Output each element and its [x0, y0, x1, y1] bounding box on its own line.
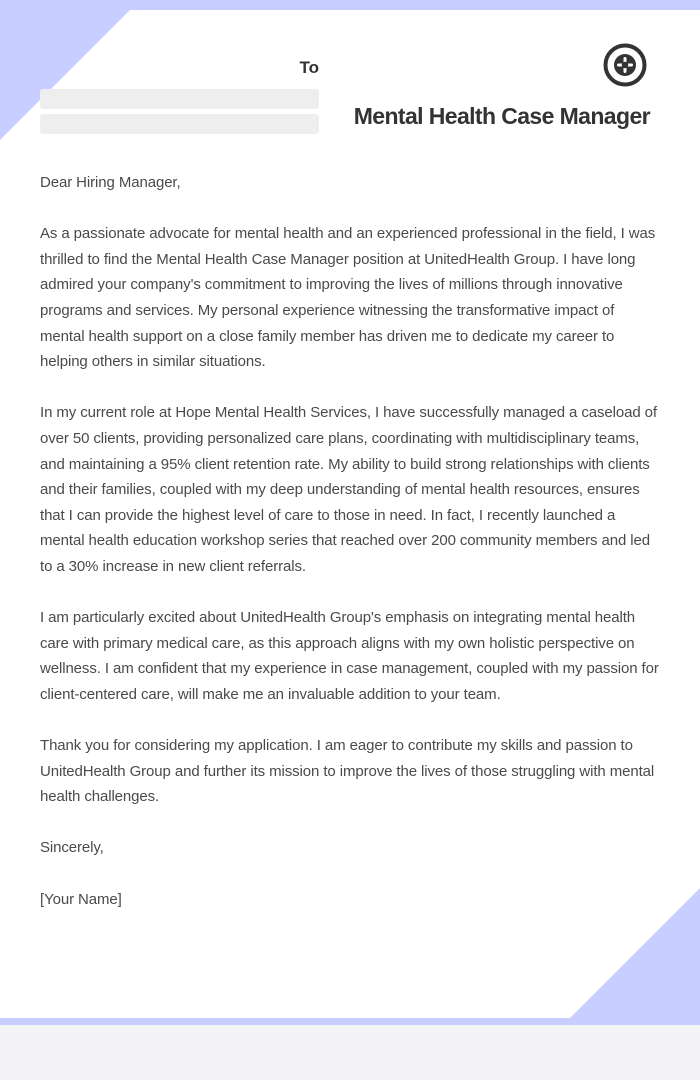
- closing: Sincerely,: [40, 839, 104, 857]
- paragraph-4: Thank you for considering my application. I am eager to contribute my skills and passion to UnitedHealth Group and further its mission to improve the lives of those struggling with mental health challenges.: [40, 737, 655, 806]
- paragraph-3: I am particularly excited about UnitedHealth Group's emphasis on integrating mental health care with primary medical care, as this approach aligns with my own holistic perspective on wellness. I am confident that my experience in case management, coupled with my passion for client-centered care, will make me an invaluable addition to your team.: [40, 609, 659, 703]
- signature: [Your Name]: [40, 890, 122, 908]
- letter-sheet: [0, 10, 700, 1018]
- job-title: Mental Health Case Manager: [353, 103, 650, 129]
- letter-body: [40, 170, 662, 912]
- greeting: Dear Hiring Manager,: [40, 174, 181, 191]
- paragraph-1: As a passionate advocate for mental health and an experienced professional in the field, I was thrilled to find the Mental Health Case Manager position at UnitedHealth Group. I have long admired your company's commitment to improving the lives of millions through innovative programs and services. My personal experience witnessing the transformative impact of mental health support on a close family member has driven me to dedicate my career to helping others in similar situations.: [40, 225, 656, 371]
- target-circle-icon: [603, 43, 647, 87]
- recipient-address-line-1: [40, 89, 319, 109]
- to-label: To: [299, 58, 319, 77]
- recipient-address-line-2: [40, 114, 319, 134]
- paragraph-2: In my current role at Hope Mental Health Services, I have successfully managed a caseload of over 50 clients, providing personalized care plans, coordinating with multidisciplinary teams, and maintaining a 95% client retention rate. My ability to build strong relationships with clients and their families, coupled with my deep understanding of mental health resources, ensures that I can provide the highest level of care to those in need. In fact, I recently launched a mental health education workshop series that reached over 200 community members and led to a 30% increase in new client referrals.: [40, 404, 657, 575]
